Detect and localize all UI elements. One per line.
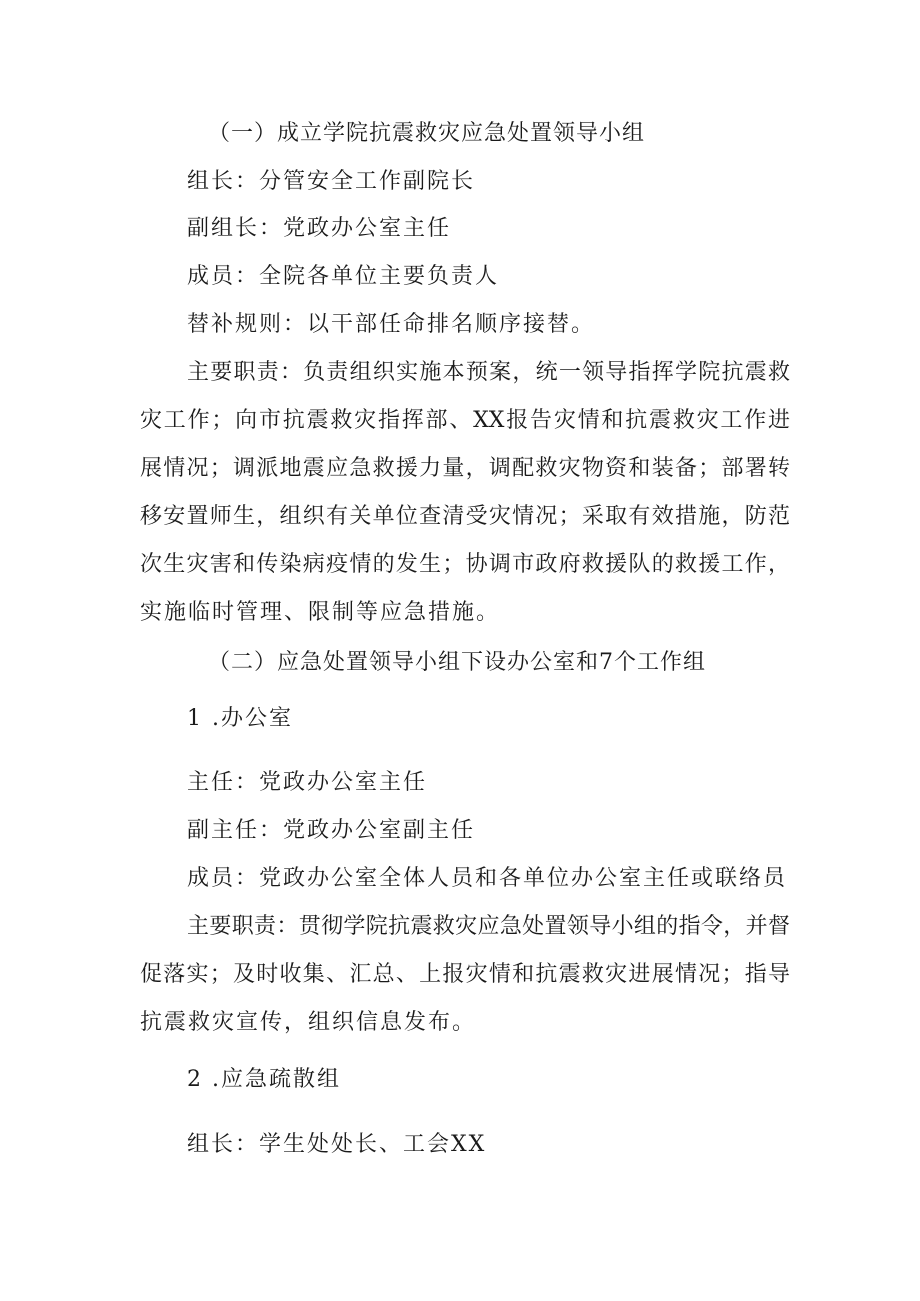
group-leader-line: 组长：分管安全工作副院长 (187, 169, 476, 194)
office-director-line: 主任：党政办公室主任 (187, 770, 428, 795)
duties-paragraph-line: 主要职责：负责组织实施本预案，统一领导指挥学院抗震救 (187, 360, 790, 385)
office-duties-line: 主要职责：贯彻学院抗震救灾应急处置领导小组的指令，并督 (187, 914, 790, 939)
replacement-rule-line: 替补规则：以干部任命排名顺序接替。 (187, 312, 596, 337)
evacuation-leader-line: 组长：学生处处长、工会XX (187, 1132, 487, 1157)
duties-paragraph-line: 展情况；调派地震应急救援力量，调配救灾物资和装备；部署转 (140, 456, 790, 481)
duties-paragraph-line: 实施临时管理、限制等应急措施。 (140, 600, 501, 625)
evacuation-group-title: 2 .应急疏散组 (187, 1067, 341, 1092)
section-1-heading: （一）成立学院抗震救灾应急处置领导小组 (208, 121, 646, 146)
section-2-heading: （二）应急处置领导小组下设办公室和7个工作组 (208, 650, 706, 675)
office-deputy-director-line: 副主任：党政办公室副主任 (187, 818, 476, 843)
duties-paragraph-line: 次生灾害和传染病疫情的发生；协调市政府救援队的救援工作， (140, 552, 790, 577)
deputy-leader-line: 副组长：党政办公室主任 (187, 216, 452, 241)
office-members-line: 成员：党政办公室全体人员和各单位办公室主任或联络员 (187, 866, 788, 891)
office-duties-line: 抗震救灾宣传，组织信息发布。 (140, 1010, 477, 1035)
members-line: 成员：全院各单位主要负责人 (187, 264, 500, 289)
duties-paragraph-line: 移安置师生，组织有关单位查清受灾情况；采取有效措施，防范 (140, 504, 790, 529)
office-duties-line: 促落实；及时收集、汇总、上报灾情和抗震救灾进展情况；指导 (140, 962, 790, 987)
duties-paragraph-line: 灾工作；向市抗震救灾指挥部、XX报告灾情和抗震救灾工作进 (140, 408, 790, 433)
office-title: 1 .办公室 (187, 706, 293, 731)
